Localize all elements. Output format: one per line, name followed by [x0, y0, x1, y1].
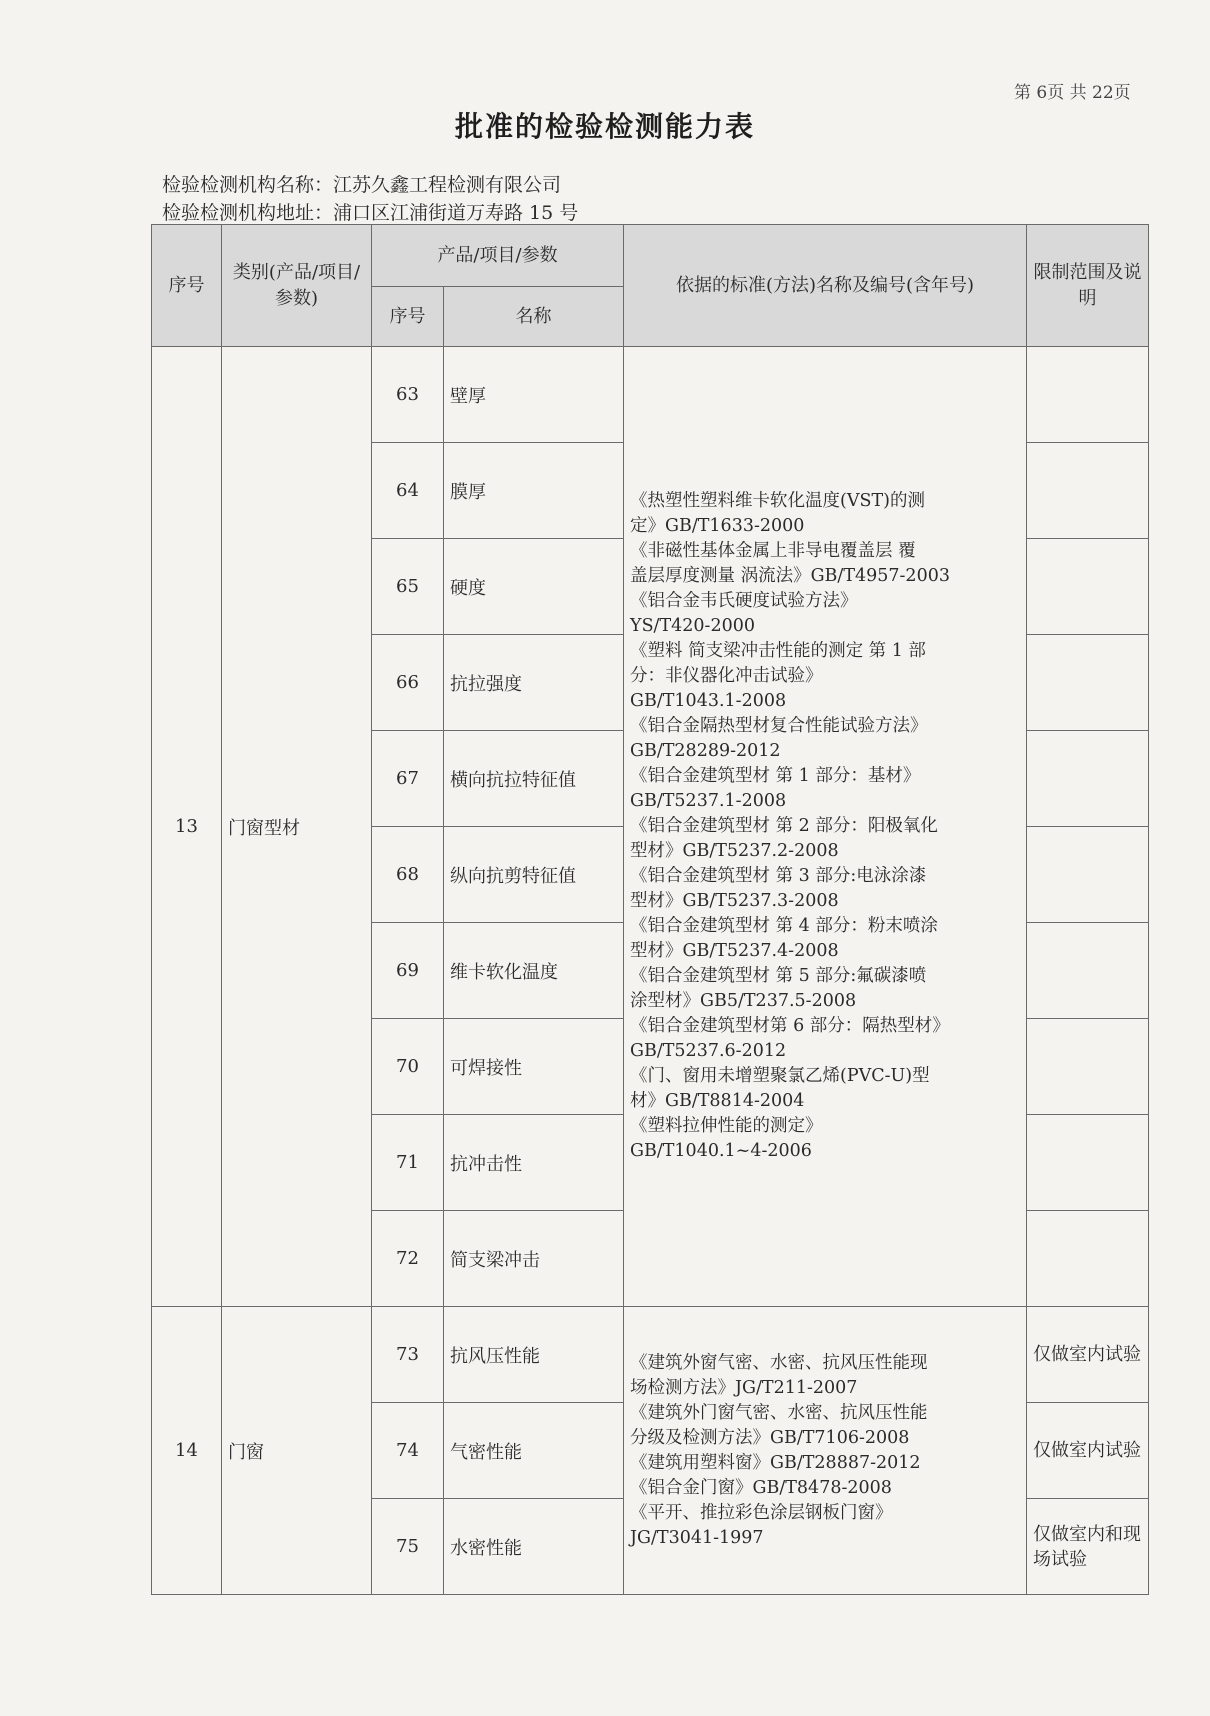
standard-line: 型材》GB/T5237.4-2008	[630, 941, 839, 961]
standard-line: 《平开、推拉彩色涂层钢板门窗》	[630, 1502, 893, 1523]
item-name: 横向抗拉特征值	[444, 731, 624, 827]
page-title: 批准的检验检测能力表	[454, 110, 755, 143]
item-name: 膜厚	[444, 443, 624, 539]
header-index: 序号	[152, 225, 222, 347]
limit-note: 仅做室内试验	[1027, 1307, 1149, 1403]
item-number: 64	[372, 443, 444, 539]
standard-line: 《建筑外窗气密、水密、抗风压性能现	[630, 1352, 928, 1373]
header-sub-name: 名称	[444, 287, 624, 347]
limit-note	[1027, 1211, 1149, 1307]
item-number: 75	[372, 1499, 444, 1595]
standard-line: GB/T1040.1~4-2006	[630, 1141, 812, 1161]
table-body	[152, 347, 1149, 1595]
standard-line: 分：非仪器化冲击试验》	[630, 666, 823, 686]
item-name: 抗风压性能	[444, 1307, 624, 1403]
header-product-group: 产品/项目/参数	[372, 225, 624, 287]
standards-cell	[624, 1307, 1027, 1595]
limit-note	[1027, 923, 1149, 1019]
standard-line: YS/T420-2000	[630, 616, 755, 636]
standard-line: 材》GB/T8814-2004	[630, 1091, 805, 1111]
standard-line: JG/T3041-1997	[630, 1527, 764, 1548]
item-name: 水密性能	[444, 1499, 624, 1595]
item-name: 气密性能	[444, 1403, 624, 1499]
standard-line: 场检测方法》JG/T211-2007	[630, 1377, 858, 1398]
item-number: 72	[372, 1211, 444, 1307]
item-number: 63	[372, 347, 444, 443]
standard-line: 《铝合金建筑型材 第 1 部分：基材》	[630, 766, 921, 786]
item-name: 维卡软化温度	[444, 923, 624, 1019]
standard-line: 盖层厚度测量 涡流法》GB/T4957-2003	[630, 566, 950, 586]
header-category: 类别(产品/项目/参数)	[222, 225, 372, 347]
group-category: 门窗	[222, 1307, 372, 1595]
limit-note: 仅做室内试验	[1027, 1403, 1149, 1499]
standard-line: 《门、窗用未增塑聚氯乙烯(PVC-U)型	[630, 1066, 930, 1086]
standard-line: 《铝合金建筑型材 第 4 部分：粉末喷涂	[630, 916, 938, 936]
header-standard: 依据的标准(方法)名称及编号(含年号)	[624, 225, 1027, 347]
header-sub-index: 序号	[372, 287, 444, 347]
org-name: 检验检测机构名称：江苏久鑫工程检测有限公司	[162, 174, 562, 196]
standard-line: 《铝合金隔热型材复合性能试验方法》	[630, 716, 928, 736]
table-row	[152, 1307, 1149, 1403]
item-number: 70	[372, 1019, 444, 1115]
limit-note	[1027, 443, 1149, 539]
standard-line: 定》GB/T1633-2000	[630, 516, 805, 536]
item-name: 硬度	[444, 539, 624, 635]
limit-note	[1027, 635, 1149, 731]
standard-line: GB/T28289-2012	[630, 741, 781, 761]
limit-note	[1027, 827, 1149, 923]
standard-line: 《非磁性基体金属上非导电覆盖层 覆	[630, 541, 916, 561]
group-category: 门窗型材	[222, 347, 372, 1307]
item-name: 抗拉强度	[444, 635, 624, 731]
standard-line: 分级及检测方法》GB/T7106-2008	[630, 1427, 910, 1448]
limit-note	[1027, 731, 1149, 827]
item-name: 简支梁冲击	[444, 1211, 624, 1307]
item-number: 65	[372, 539, 444, 635]
item-number: 73	[372, 1307, 444, 1403]
capability-table	[151, 224, 1149, 1595]
item-name: 纵向抗剪特征值	[444, 827, 624, 923]
limit-note	[1027, 347, 1149, 443]
group-index: 13	[152, 347, 222, 1307]
limit-note	[1027, 1019, 1149, 1115]
item-name: 壁厚	[444, 347, 624, 443]
item-number: 69	[372, 923, 444, 1019]
limit-note: 仅做室内和现场试验	[1027, 1499, 1149, 1595]
standard-line: 《塑料拉伸性能的测定》	[630, 1116, 823, 1136]
limit-note	[1027, 539, 1149, 635]
standard-line: GB/T5237.6-2012	[630, 1041, 787, 1061]
limit-note	[1027, 1115, 1149, 1211]
standard-line: 型材》GB/T5237.2-2008	[630, 841, 839, 861]
standard-line: 《铝合金韦氏硬度试验方法》	[630, 591, 858, 611]
standard-line: 型材》GB/T5237.3-2008	[630, 891, 839, 911]
standard-line: 《铝合金门窗》GB/T8478-2008	[630, 1477, 892, 1498]
page-number: 第 6页 共 22页	[1014, 83, 1131, 103]
standard-line: 《建筑用塑料窗》GB/T28887-2012	[630, 1452, 921, 1473]
standard-line: 《铝合金建筑型材第 6 部分：隔热型材》	[630, 1016, 950, 1036]
item-name: 可焊接性	[444, 1019, 624, 1115]
standard-line: 《铝合金建筑型材 第 5 部分:氟碳漆喷	[630, 966, 927, 986]
standard-line: 《铝合金建筑型材 第 3 部分:电泳涂漆	[630, 866, 927, 886]
header-limits: 限制范围及说明	[1027, 225, 1149, 347]
item-number: 71	[372, 1115, 444, 1211]
table-row	[152, 347, 1149, 443]
standard-line: 《铝合金建筑型材 第 2 部分：阳极氧化	[630, 816, 938, 836]
standard-line: 涂型材》GB5/T237.5-2008	[630, 991, 857, 1011]
item-name: 抗冲击性	[444, 1115, 624, 1211]
standard-line: GB/T5237.1-2008	[630, 791, 787, 811]
item-number: 67	[372, 731, 444, 827]
item-number: 74	[372, 1403, 444, 1499]
standard-line: 《建筑外门窗气密、水密、抗风压性能	[630, 1402, 928, 1423]
item-number: 66	[372, 635, 444, 731]
standard-line: 《热塑性塑料维卡软化温度(VST)的测	[630, 491, 925, 511]
standard-line: GB/T1043.1-2008	[630, 691, 787, 711]
standards-cell	[624, 347, 1027, 1307]
org-address: 检验检测机构地址：浦口区江浦街道万寿路 15 号	[162, 202, 579, 224]
standard-line: 《塑料 简支梁冲击性能的测定 第 1 部	[630, 641, 926, 661]
item-number: 68	[372, 827, 444, 923]
group-index: 14	[152, 1307, 222, 1595]
